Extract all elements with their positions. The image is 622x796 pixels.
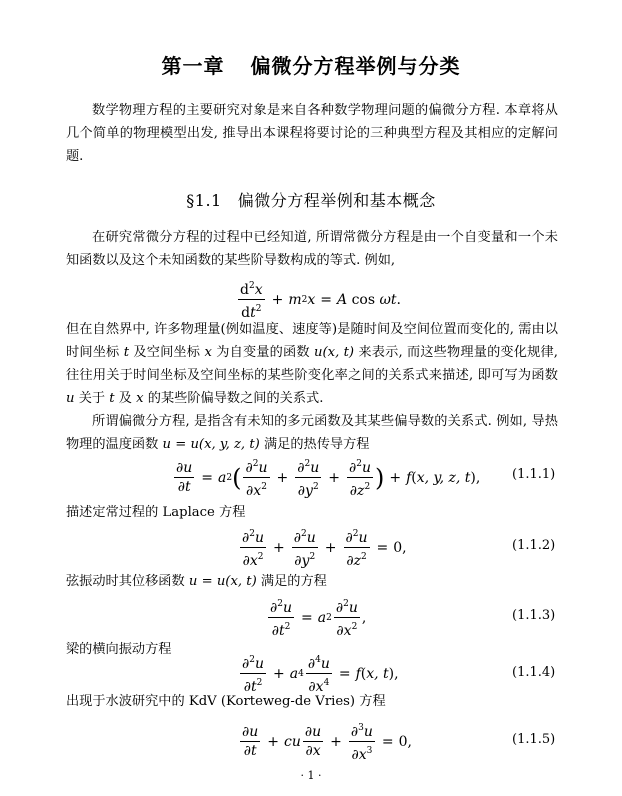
- page-number: · 1 ·: [300, 769, 322, 782]
- equation-number-5: (1.1.5): [512, 732, 556, 747]
- wave-equation: $\frac{\partial^2u}{\partial t^2}$ = a 2 $\frac{\partial^2u}{\partial x^2}$ ,: [266, 596, 366, 639]
- ode-fraction: [238, 278, 265, 321]
- paragraph-pde-definition: 所谓偏微分方程, 是指含有未知的多元函数及其某些偏导数的关系式. 例如, 导热物理的温度函数 u = u(x, y, z, t) 满足的热传导方程: [66, 414, 558, 452]
- ode-equation: $\frac{d^2x}{dt^2}$ + m 2 x = A cos ωt .: [236, 278, 401, 321]
- intro-paragraph: 数学物理方程的主要研究对象是来自各种数学物理问题的偏微分方程. 本章将从几个简单的物理模型出发, 推导出本课程将要讨论的三种典型方程及其相应的定解问题.: [66, 103, 558, 164]
- ode-numerator: $d^2x$: [238, 278, 265, 300]
- equation-number-1: (1.1.1): [512, 467, 556, 482]
- heat-equation: $\frac{\partial u}{\partial t}$ = a 2 ( $\frac{\partial^2u}{\partial x^2}$ + $\frac{\partial^2u}{\partial y^2}$ + $\frac{\partial^2u}{\partial z^2}$ ) + f ( x, y, z, t ),: [172, 456, 480, 499]
- equation-number-3: (1.1.3): [512, 608, 556, 623]
- paragraph-ode-intro: 在研究常微分方程的过程中已经知道, 所谓常微分方程是由一个自变量和一个未知函数以及这个未知函数的某些阶导数构成的等式. 例如,: [66, 230, 558, 268]
- kdv-equation: $\frac{\partial u}{\partial t}$ + cu $\frac{\partial u}{\partial x}$ + $\frac{\partial^3u}{\partial x^3}$ = 0,: [238, 720, 412, 763]
- chapter-name: 偏微分方程举例与分类: [250, 54, 461, 78]
- label-beam: 梁的横向振动方程: [66, 642, 172, 657]
- chapter-number: 第一章: [161, 54, 225, 78]
- label-string-vibration: 弦振动时其位移函数 u = u(x, t) 满足的方程: [66, 574, 327, 589]
- section-heading: [0, 188, 622, 211]
- laplace-equation: $\frac{\partial^2u}{\partial x^2}$ + $\frac{\partial^2u}{\partial y^2}$ + $\frac{\partial^2u}{\partial z^2}$ = 0,: [238, 526, 407, 569]
- paragraph-physical-quantities: 但在自然界中, 许多物理量(例如温度、速度等)是随时间及空间位置而变化的, 需由以时间坐标 t 及空间坐标 x 为自变量的函数 u(x, t) 来表示, 而这些物理量的变化规律, 往往用关于时间坐标及空间坐标的某些阶变化率之间的关系式来描述, 即可写为函数 u 关于 t 及 x 的某些阶偏导数之间的关系式.: [66, 322, 558, 406]
- chapter-title: [0, 50, 622, 79]
- ode-denominator: $dt^2$: [241, 304, 262, 321]
- equation-number-4: (1.1.4): [512, 665, 556, 680]
- equation-number-2: (1.1.2): [512, 538, 556, 553]
- section-number: §1.1: [186, 191, 222, 210]
- label-kdv: 出现于水波研究中的 KdV (Korteweg-de Vries) 方程: [66, 694, 386, 709]
- label-laplace: 描述定常过程的 Laplace 方程: [66, 505, 246, 520]
- beam-equation: $\frac{\partial^2u}{\partial t^2}$ + a 4 $\frac{\partial^4u}{\partial x^4}$ = f ( x, t ),: [238, 652, 399, 695]
- section-name: 偏微分方程举例和基本概念: [237, 191, 436, 210]
